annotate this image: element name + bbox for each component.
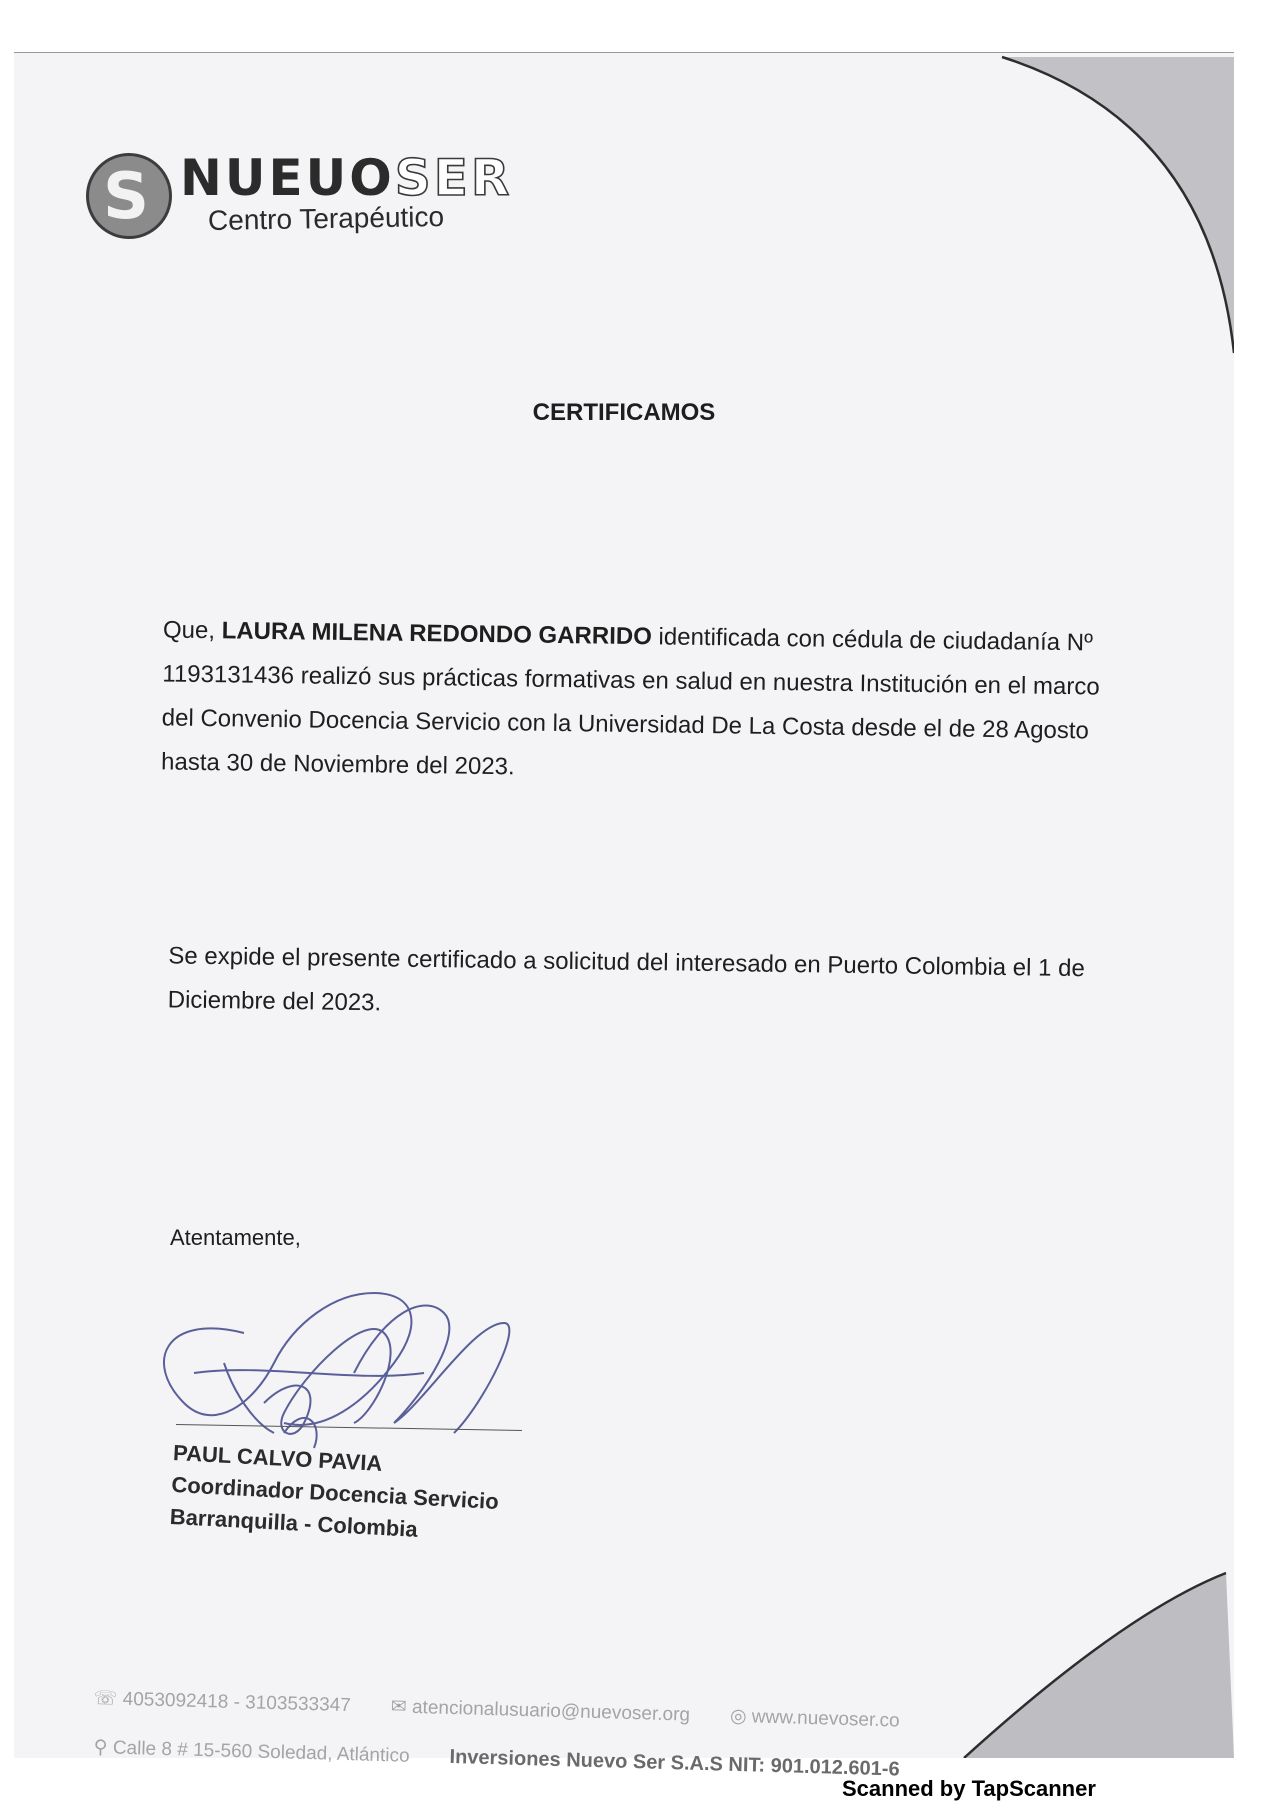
student-name: LAURA MILENA REDONDO GARRIDO [221, 617, 653, 651]
logo-name-part1: NUEUO [180, 149, 395, 207]
document-page [14, 52, 1234, 1781]
signer-block [169, 1437, 501, 1550]
paragraph-body: identificada con cédula de ciudadanía Nº 1193131436 realizó sus prácticas formativas en salud en nuestra Institución en el marco del Convenio Docencia Servicio con la Universidad De La Costa desde el de 28 Agosto hasta 30 de Noviembre del 2023. [160, 623, 1100, 781]
logo-subtitle: Centro Terapéutico [207, 200, 445, 237]
footer-website: ◎ www.nuevoser.co [729, 1705, 900, 1732]
document-title: CERTIFICAMOS [532, 399, 716, 426]
footer-email: ✉ atencionalusuario@nuevoser.org [390, 1696, 691, 1726]
top-right-corner-shading [1002, 57, 1234, 353]
logo-name-part2: SER [394, 149, 513, 207]
certification-paragraph [161, 608, 1103, 797]
signer-location: Barranquilla - Colombia [169, 1503, 419, 1542]
company-logo [86, 149, 513, 253]
signer-name: PAUL CALVO PAVIA [172, 1439, 383, 1476]
logo-s-mark: S [86, 153, 172, 239]
issuance-paragraph: Se expide el presente certificado a solicitud del interesado en Puerto Colombia el 1 de Diciembre del 2023. [167, 942, 1086, 1017]
paragraph-intro: Que, [162, 616, 216, 645]
scanner-watermark: Scanned by TapScanner [842, 1776, 1096, 1801]
closing-salutation: Atentamente, [170, 1225, 301, 1250]
footer-address: ⚲ Calle 8 # 15-560 Soledad, Atlántico [93, 1736, 410, 1767]
logo-name [180, 149, 512, 207]
signer-role: Coordinador Docencia Servicio [170, 1471, 500, 1515]
footer-company-nit: Inversiones Nuevo Ser S.A.S NIT: 901.012.601-6 [449, 1745, 900, 1781]
handwritten-signature [124, 1253, 544, 1463]
bottom-right-corner-shading [964, 1573, 1234, 1758]
footer-phones: ☏ 4053092418 - 3103533347 [93, 1687, 352, 1717]
